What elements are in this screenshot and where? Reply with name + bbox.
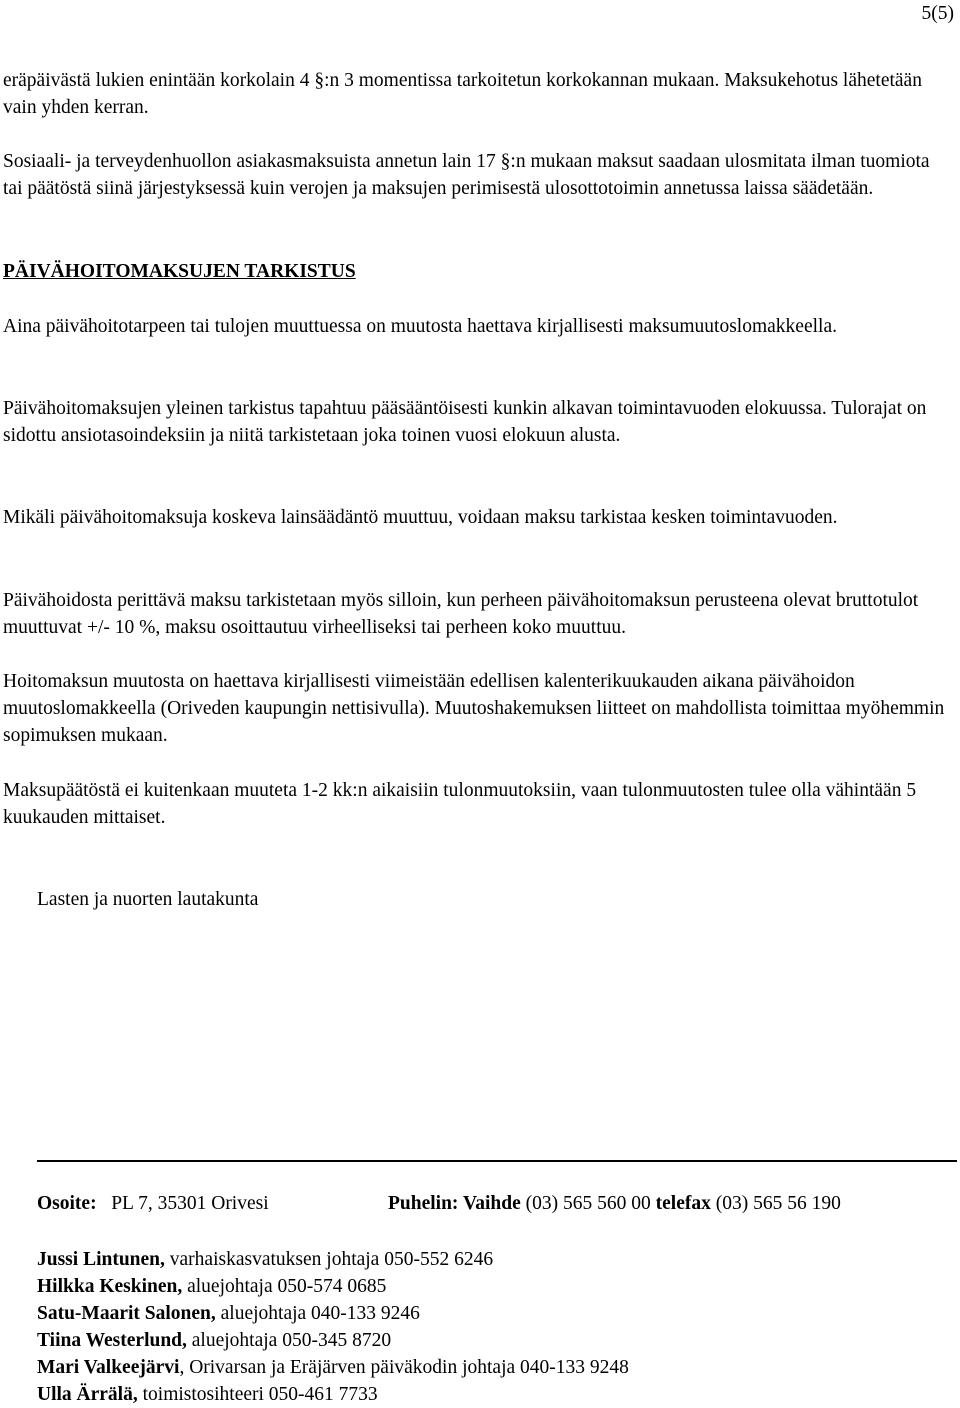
contact-detail: toimistosihteeri 050-461 7733 <box>142 1384 378 1405</box>
contact-row <box>37 1273 629 1300</box>
contact-row <box>37 1381 629 1408</box>
contact-row <box>37 1327 629 1354</box>
contact-list <box>37 1246 629 1408</box>
phone-label: Puhelin: Vaihde <box>388 1193 521 1214</box>
contact-detail: aluejohtaja 050-345 8720 <box>191 1330 392 1351</box>
footer-phone <box>388 1190 841 1217</box>
contact-name: Hilkka Keskinen, <box>37 1276 183 1297</box>
address-value: PL 7, 35301 Orivesi <box>111 1193 269 1214</box>
section-heading: PÄIVÄHOITOMAKSUJEN TARKISTUS <box>3 261 356 282</box>
contact-detail: , Orivarsan ja Eräjärven päiväkodin johtaja 040-133 9248 <box>179 1357 629 1378</box>
paragraph-temporary-income: Maksupäätöstä ei kuitenkaan muuteta 1-2 kk:n aikaisiin tulonmuutoksiin, vaan tulonmuutosten tulee olla vähintään 5 kuukauden mittaiset. <box>3 780 917 828</box>
contact-detail: varhaiskasvatuksen johtaja 050-552 6246 <box>169 1249 494 1270</box>
footer-divider <box>37 1160 957 1162</box>
paragraph-late-payment: eräpäivästä lukien enintään korkolain 4 §:n 3 momentissa tarkoitetun korkokannan mukaan. Maksukehotus lähetetään vain yhden kerran. <box>3 70 922 118</box>
paragraph-legislation-change: Mikäli päivähoitomaksuja koskeva lainsäädäntö muuttuu, voidaan maksu tarkistaa kesken toimintavuoden. <box>3 507 838 528</box>
paragraph-income-change: Päivähoidosta perittävä maksu tarkistetaan myös silloin, kun perheen päivähoitomaksun perusteena olevat bruttotulot muuttuvat +/- 10 %, maksu osoittautuu virheelliseksi tai perheen koko muuttuu. <box>3 590 919 638</box>
paragraph-application-deadline: Hoitomaksun muutosta on haettava kirjallisesti viimeistään edellisen kalenterikuukauden aikana päivähoidon muutoslomakkeella (Oriveden kaupungin nettisivulla). Muutoshakemuksen liitteet on mahdollista toimittaa myöhemmin sopimuksen mukaan. <box>3 671 945 746</box>
address-label: Osoite: <box>37 1193 97 1214</box>
contact-row <box>37 1300 629 1327</box>
footer-address <box>37 1190 269 1217</box>
page-number: 5(5) <box>921 3 954 24</box>
contact-row <box>37 1246 629 1273</box>
contact-detail: aluejohtaja 040-133 9246 <box>220 1303 420 1324</box>
contact-name: Jussi Lintunen, <box>37 1249 165 1270</box>
paragraph-change-application: Aina päivähoitotarpeen tai tulojen muuttuessa on muutosta haettava kirjallisesti maksumuutoslomakkeella. <box>3 316 837 337</box>
fax-value: (03) 565 56 190 <box>715 1193 841 1214</box>
contact-name: Ulla Ärrälä, <box>37 1384 138 1405</box>
contact-name: Satu-Maarit Salonen, <box>37 1303 216 1324</box>
paragraph-general-review: Päivähoitomaksujen yleinen tarkistus tapahtuu pääsääntöisesti kunkin alkavan toimintavuoden elokuussa. Tulorajat on sidottu ansiotasoindeksiin ja niitä tarkistetaan joka toinen vuosi elokuun alusta. <box>3 398 927 446</box>
fax-label: telefax <box>655 1193 711 1214</box>
phone-value: (03) 565 560 00 <box>525 1193 651 1214</box>
contact-name: Mari Valkeejärvi <box>37 1357 180 1378</box>
signature: Lasten ja nuorten lautakunta <box>37 889 259 910</box>
paragraph-enforcement: Sosiaali- ja terveydenhuollon asiakasmaksuista annetun lain 17 §:n mukaan maksut saadaan ulosmitata ilman tuomiota tai päätöstä siinä järjestyksessä kuin verojen ja maksujen perimisestä ulosottotoimin annetussa laissa säädetään. <box>3 151 930 199</box>
contact-name: Tiina Westerlund, <box>37 1330 187 1351</box>
contact-row <box>37 1354 629 1381</box>
contact-detail: aluejohtaja 050-574 0685 <box>187 1276 387 1297</box>
